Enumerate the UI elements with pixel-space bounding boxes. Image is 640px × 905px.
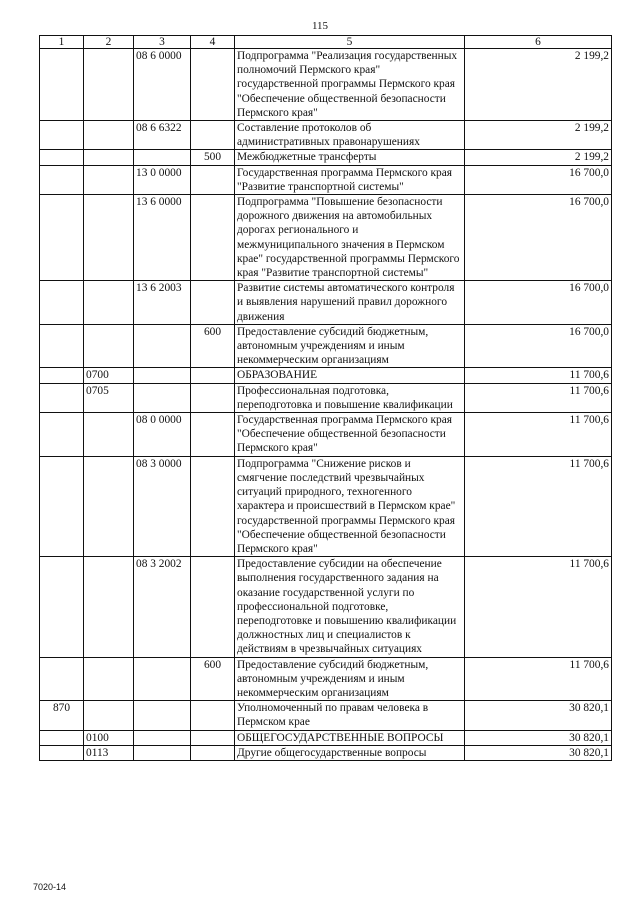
column-header-5: 5	[235, 36, 465, 49]
cell-expense-type	[191, 456, 235, 556]
cell-target-code: 13 6 0000	[134, 195, 191, 281]
cell-amount: 11 700,6	[465, 657, 612, 701]
cell-section-code: 0100	[84, 730, 134, 745]
cell-amount: 30 820,1	[465, 745, 612, 760]
table-row	[40, 557, 612, 657]
cell-target-code	[134, 368, 191, 383]
cell-section-code	[84, 165, 134, 194]
table-row	[40, 281, 612, 325]
cell-description: Подпрограмма "Реализация государственных полномочий Пермского края" государственной программы Пермского края "Обеспечение общественной безопасности Пермского края"	[235, 49, 465, 121]
cell-admin-code	[40, 413, 84, 457]
cell-section-code	[84, 195, 134, 281]
table-row	[40, 383, 612, 412]
cell-target-code	[134, 324, 191, 368]
cell-description: Профессиональная подготовка, переподготовка и повышение квалификации	[235, 383, 465, 412]
cell-admin-code	[40, 368, 84, 383]
cell-expense-type	[191, 195, 235, 281]
cell-admin-code	[40, 150, 84, 165]
cell-target-code: 08 6 6322	[134, 121, 191, 150]
column-header-2: 2	[84, 36, 134, 49]
cell-expense-type	[191, 368, 235, 383]
cell-amount: 30 820,1	[465, 730, 612, 745]
cell-section-code: 0705	[84, 383, 134, 412]
table-row	[40, 730, 612, 745]
cell-section-code: 0113	[84, 745, 134, 760]
cell-admin-code	[40, 49, 84, 121]
cell-admin-code	[40, 324, 84, 368]
cell-target-code	[134, 383, 191, 412]
cell-amount: 2 199,2	[465, 150, 612, 165]
table-row	[40, 121, 612, 150]
cell-section-code	[84, 150, 134, 165]
cell-expense-type: 600	[191, 657, 235, 701]
cell-admin-code	[40, 557, 84, 657]
cell-expense-type: 600	[191, 324, 235, 368]
cell-section-code	[84, 657, 134, 701]
cell-description: ОБРАЗОВАНИЕ	[235, 368, 465, 383]
header-row	[40, 36, 612, 49]
table-row	[40, 368, 612, 383]
cell-section-code	[84, 281, 134, 325]
cell-expense-type	[191, 730, 235, 745]
cell-description: Подпрограмма "Повышение безопасности дорожного движения на автомобильных дорогах регионального и межмуниципального значения в Пермском крае" государственной программы Пермского края "Развитие транспортной системы"	[235, 195, 465, 281]
page-number: 115	[311, 20, 329, 32]
cell-description: Подпрограмма "Снижение рисков и смягчение последствий чрезвычайных ситуаций природного, техногенного характера и происшествий в Пермском крае" государственной программы Пермского края "Обеспечение общественной безопасности Пермского края"	[235, 456, 465, 556]
cell-amount: 11 700,6	[465, 383, 612, 412]
cell-section-code	[84, 324, 134, 368]
cell-admin-code	[40, 657, 84, 701]
cell-amount: 2 199,2	[465, 121, 612, 150]
cell-section-code: 0700	[84, 368, 134, 383]
cell-expense-type	[191, 701, 235, 730]
cell-target-code	[134, 657, 191, 701]
cell-target-code	[134, 701, 191, 730]
cell-admin-code	[40, 730, 84, 745]
cell-admin-code	[40, 456, 84, 556]
cell-section-code	[84, 701, 134, 730]
cell-target-code: 08 3 2002	[134, 557, 191, 657]
cell-amount: 30 820,1	[465, 701, 612, 730]
cell-target-code: 13 0 0000	[134, 165, 191, 194]
cell-expense-type	[191, 165, 235, 194]
cell-target-code: 08 0 0000	[134, 413, 191, 457]
cell-admin-code	[40, 195, 84, 281]
cell-description: Предоставление субсидии на обеспечение выполнения государственного задания на оказание государственной услуги по профессиональной подготовке, переподготовке и повышению квалификации должностных лиц и специалистов к действиям в чрезвычайных ситуациях	[235, 557, 465, 657]
cell-admin-code: 870	[40, 701, 84, 730]
cell-description: Другие общегосударственные вопросы	[235, 745, 465, 760]
cell-section-code	[84, 121, 134, 150]
cell-description: Составление протоколов об административных правонарушениях	[235, 121, 465, 150]
cell-expense-type	[191, 383, 235, 412]
cell-admin-code	[40, 165, 84, 194]
cell-target-code	[134, 150, 191, 165]
column-header-3: 3	[134, 36, 191, 49]
cell-description: Государственная программа Пермского края "Обеспечение общественной безопасности Пермского края"	[235, 413, 465, 457]
column-header-1: 1	[40, 36, 84, 49]
cell-target-code	[134, 730, 191, 745]
table-row	[40, 150, 612, 165]
cell-expense-type	[191, 557, 235, 657]
table-row	[40, 195, 612, 281]
cell-description: ОБЩЕГОСУДАРСТВЕННЫЕ ВОПРОСЫ	[235, 730, 465, 745]
cell-admin-code	[40, 745, 84, 760]
table-row	[40, 701, 612, 730]
cell-expense-type	[191, 413, 235, 457]
table-row	[40, 456, 612, 556]
cell-target-code: 13 6 2003	[134, 281, 191, 325]
cell-target-code	[134, 745, 191, 760]
cell-section-code	[84, 49, 134, 121]
cell-expense-type	[191, 121, 235, 150]
cell-section-code	[84, 456, 134, 556]
footer-code: 7020-14	[33, 882, 67, 892]
cell-amount: 16 700,0	[465, 324, 612, 368]
cell-expense-type	[191, 49, 235, 121]
column-header-6: 6	[465, 36, 612, 49]
cell-expense-type	[191, 745, 235, 760]
cell-admin-code	[40, 281, 84, 325]
cell-target-code: 08 6 0000	[134, 49, 191, 121]
cell-amount: 2 199,2	[465, 49, 612, 121]
cell-section-code	[84, 557, 134, 657]
cell-description: Развитие системы автоматического контроля и выявления нарушений правил дорожного движения	[235, 281, 465, 325]
cell-amount: 11 700,6	[465, 456, 612, 556]
cell-amount: 16 700,0	[465, 281, 612, 325]
cell-amount: 16 700,0	[465, 195, 612, 281]
cell-amount: 16 700,0	[465, 165, 612, 194]
cell-description: Предоставление субсидий бюджетным, автономным учреждениям и иным некоммерческим организациям	[235, 657, 465, 701]
budget-table	[39, 35, 612, 761]
cell-description: Межбюджетные трансферты	[235, 150, 465, 165]
table-row	[40, 413, 612, 457]
cell-expense-type: 500	[191, 150, 235, 165]
table-row	[40, 657, 612, 701]
cell-target-code: 08 3 0000	[134, 456, 191, 556]
cell-description: Уполномоченный по правам человека в Пермском крае	[235, 701, 465, 730]
cell-admin-code	[40, 383, 84, 412]
cell-amount: 11 700,6	[465, 413, 612, 457]
cell-admin-code	[40, 121, 84, 150]
cell-description: Предоставление субсидий бюджетным, автономным учреждениям и иным некоммерческим организациям	[235, 324, 465, 368]
table-row	[40, 745, 612, 760]
cell-expense-type	[191, 281, 235, 325]
cell-section-code	[84, 413, 134, 457]
cell-amount: 11 700,6	[465, 557, 612, 657]
cell-amount: 11 700,6	[465, 368, 612, 383]
table-row	[40, 165, 612, 194]
table-row	[40, 324, 612, 368]
column-header-4: 4	[191, 36, 235, 49]
cell-description: Государственная программа Пермского края "Развитие транспортной системы"	[235, 165, 465, 194]
table-row	[40, 49, 612, 121]
